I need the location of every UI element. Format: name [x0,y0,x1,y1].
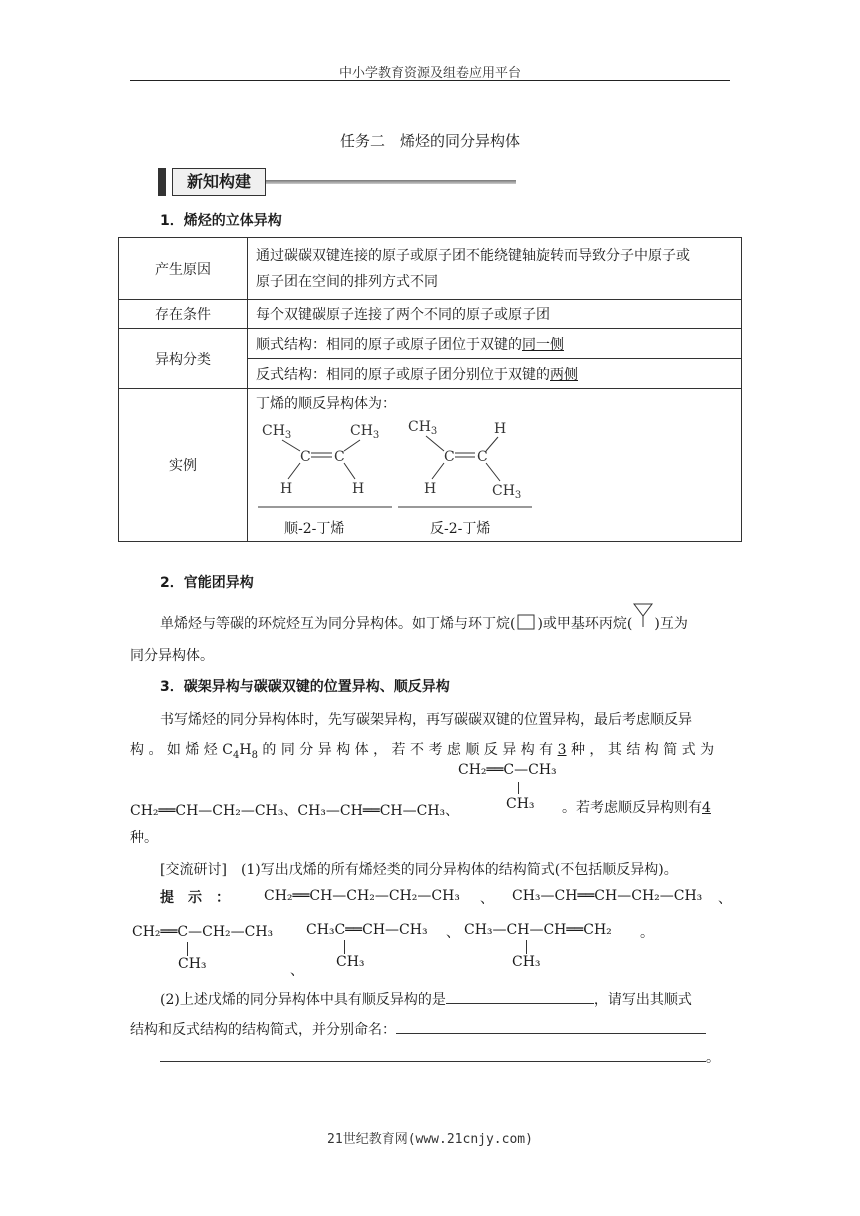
example-cell [248,389,742,542]
banner-bar [158,168,166,196]
q2-end: 。 [706,1050,720,1066]
branched-butene-bottom: CH₃ [506,796,535,812]
condition-label: 存在条件 [119,300,248,329]
section2-text-a: 单烯烃与等碳的环烷烃互为同分异构体。如丁烯与环丁烷( [160,616,516,632]
trans-answer: 两侧 [550,366,578,383]
trans-ch3-left: $CH_3$ [408,419,438,437]
cause-line1: 通过碳碳双键连接的原子或原子团不能绕键轴旋转而导致分子中原子或 [256,247,690,264]
formula5-bond [526,940,527,954]
table-row [119,300,742,329]
table-row [119,389,742,542]
branch-bond [518,782,519,794]
table-row [119,238,742,300]
trans-bond [486,463,500,481]
section1-heading: 1．烯烃的立体异构 [160,213,282,229]
cis-definition [248,329,742,359]
cis-answer: 同一侧 [522,336,564,353]
cis-c-left: C [300,449,311,465]
header-divider [130,80,730,81]
formula5-top: CH₃—CH—CH══CH₂ [464,922,612,938]
formula5-bottom: CH₃ [512,954,541,970]
answer-blank-3[interactable] [160,1047,706,1062]
q2-text-a: (2)上述戊烯的同分异构体中具有顺反异构的是 [160,992,446,1008]
section3-para-line1: 书写烯烃的同分异构体时，先写碳架异构，再写碳碳双键的位置异构，最后考虑顺反异 [160,712,692,728]
section2-para-line2: 同分异构体。 [130,648,214,664]
class-label: 异构分类 [119,329,248,389]
q2-text-b: ，请写出其顺式 [593,992,692,1008]
cis-name-label: 顺-2-丁烯 [284,518,344,538]
section3-text-c: 的 同 分 异 构 体 ， 若 不 考 虑 顺 反 异 构 有 [257,742,558,758]
formula4-bond [344,940,345,954]
trans-bond [426,436,444,451]
section2-text-b: )或甲基环丙烷( [537,616,633,632]
cyclobutane-icon [515,613,537,631]
methylcyclopropane-icon [632,615,654,633]
q2-text-c: 结构和反式结构的结构简式，并分别命名： [130,1022,396,1038]
trans-name-label: 反-2-丁烯 [430,518,490,538]
cis-c-right: C [334,449,345,465]
cause-line2: 原子团在空间的排列方式不同 [256,273,438,290]
trans-definition [248,359,742,389]
section2-heading: 2．官能团异构 [160,575,254,591]
trans-ch3-right: $CH_3$ [492,483,522,501]
formula4-top: CH₃C══CH—CH₃ [306,922,428,938]
section3-text-b: H [239,742,252,758]
formula-end: 。 [640,925,654,941]
formula4-bottom: CH₃ [336,954,365,970]
trans-h-left: H [424,481,437,497]
trans-h-right: H [494,421,507,437]
answer-blank-1[interactable] [446,989,594,1004]
section2-text-c: )互为 [654,616,688,632]
q2-line2 [130,1018,706,1042]
cis-bond [344,440,360,451]
section-banner [158,168,518,196]
stereo-isomer-table [118,237,742,542]
count-with-cis-trans: 4 [702,800,711,816]
cis-h-left: H [280,481,293,497]
page-title: 任务二 烯烃的同分异构体 [339,132,520,150]
trans-bond [432,463,444,479]
section2-para-line1 [160,612,688,636]
section3-text-d: 种 ， 其 结 构 简 式 为 [566,742,715,758]
cause-cell [248,238,742,300]
q2-line1 [160,988,692,1012]
formula-sep-a: 、 [290,963,304,979]
section3-text-e: 。若考虑顺反异构则有 [562,800,702,816]
section3-heading: 3．碳架异构与碳碳双键的位置异构、顺反异构 [160,679,450,695]
cis-ch3-left: $CH_3$ [262,423,292,441]
cis-ch3-right: $CH_3$ [350,423,380,441]
cis-bond [288,463,300,479]
hint-sep-1: 、 [480,891,494,907]
hint-formula-1: CH₂══CH—CH₂—CH₂—CH₃ [264,888,460,904]
header-platform: 中小学教育资源及组卷应用平台 [338,66,521,81]
cis-bond [282,440,300,451]
trans-c-right: C [477,449,488,465]
cis-h-right: H [352,481,365,497]
discussion-tag: [交流研讨] [160,862,227,878]
hint-sep-2: 、 [718,891,732,907]
trans-prefix: 反式结构：相同的原子或原子团分别位于双键的 [256,366,550,383]
section3-para-line3 [562,796,711,820]
hint-label: 提 示 ： [160,890,230,906]
section3-text-f: 种。 [130,830,158,846]
sub-4: 4 [232,749,240,761]
example-intro: 丁烯的顺反异构体为： [256,396,396,412]
discussion-q1-line [160,858,678,882]
trans-c-left: C [444,449,455,465]
discussion-q1: (1)写出戊烯的所有烯烃类的同分异构体的结构简式(不包括顺反异构)。 [240,862,678,878]
example-label: 实例 [119,389,248,542]
banner-label: 新知构建 [172,168,266,196]
sub-8: 8 [251,749,258,761]
cause-label: 产生原因 [119,238,248,300]
cis-bond [344,463,355,479]
hint-line [160,886,230,910]
count-without-cis-trans: 3 [557,742,567,758]
butene-formulas: CH₂══CH—CH₂—CH₃、CH₃—CH══CH—CH₃、 [130,803,460,819]
table-row [119,329,742,359]
condition-text: 每个双键碳原子连接了两个不同的原子或原子团 [248,300,742,329]
formula3-top: CH₂══C—CH₂—CH₃ [132,924,274,940]
cis-prefix: 顺式结构：相同的原子或原子团位于双键的 [256,336,522,353]
hint-formula-2: CH₃—CH══CH—CH₂—CH₃ [512,888,703,904]
formula3-bottom: CH₃ [178,956,207,972]
banner-rule [266,180,516,184]
answer-blank-2[interactable] [396,1019,706,1034]
formula-sep-b: 、 [446,925,460,941]
section3-para-line2 [130,738,730,768]
trans-bond [486,437,498,451]
q2-line3 [160,1046,720,1070]
section3-text-a: 构 。 如 烯 烃 C [130,742,233,758]
footer-source: 21世纪教育网(www.21cnjy.com) [327,1132,533,1147]
formula3-bond [187,942,188,956]
branched-butene-top: CH₂══C—CH₃ [458,762,557,778]
